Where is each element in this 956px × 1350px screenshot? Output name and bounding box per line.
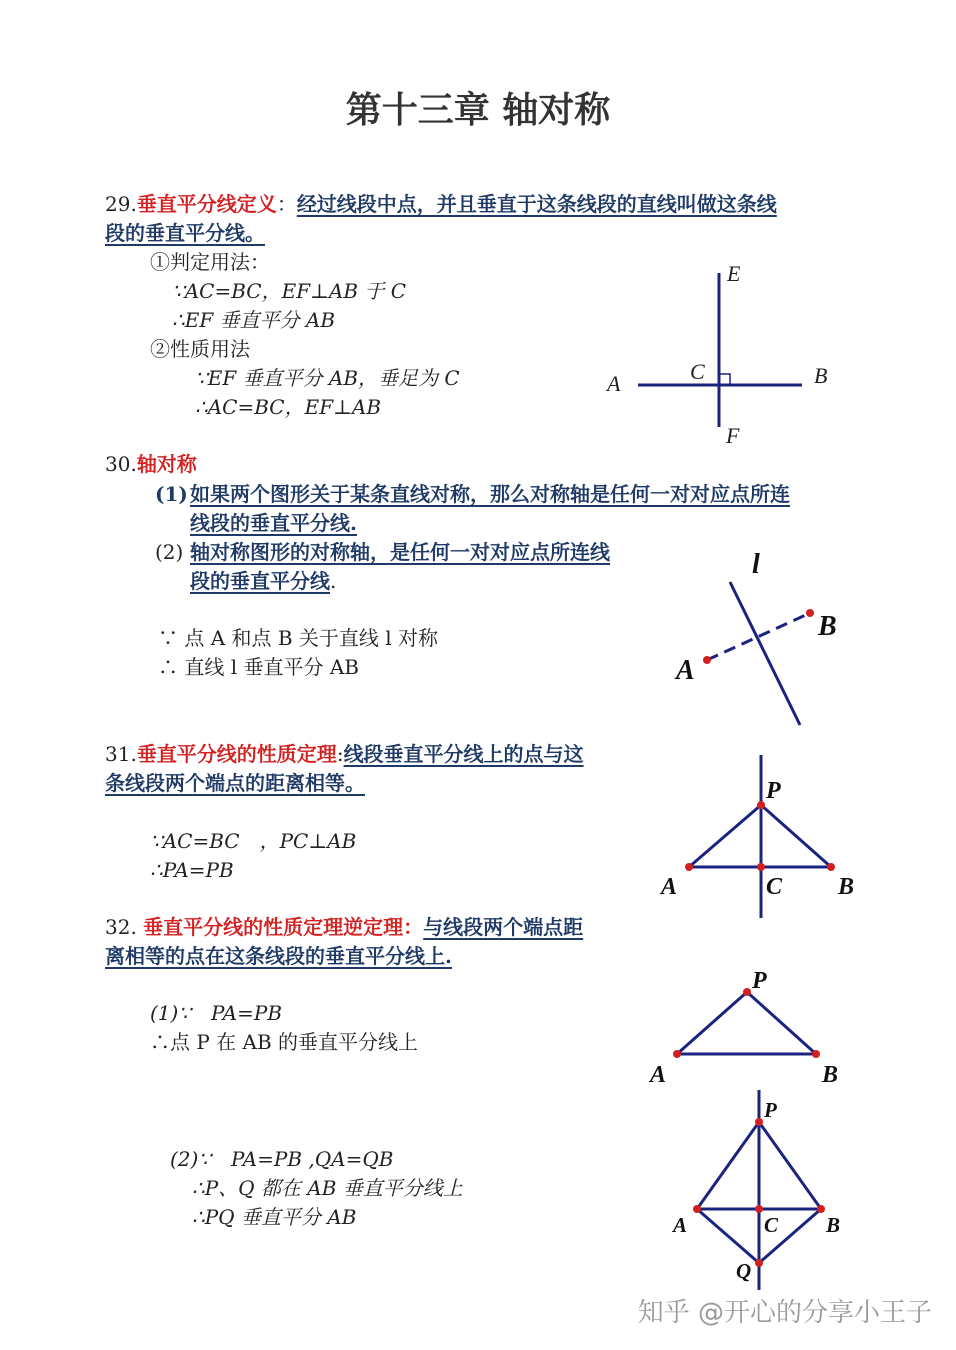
label-l: l [752,549,760,580]
point-b [817,1205,825,1213]
section-32-number: 32. [105,915,137,939]
label-b: B [838,874,855,900]
section-31-colon: : [336,742,344,766]
label-c: C [766,874,783,900]
label-e: E [727,261,741,286]
label-a: A [673,1213,688,1237]
point-a [703,656,711,664]
watermark: 知乎 @开心的分享小王子 [637,1298,932,1328]
point-b [827,863,835,871]
section-29-title: 垂直平分线定义 [136,192,277,216]
section-30-item-1-line2: 线段的垂直平分线. [190,511,357,535]
section-32-case-2-conclusion-1: ∴P、Q 都在 AB 垂直平分线上 [192,1176,463,1200]
point-q [755,1259,763,1267]
section-29-method-1: ①判定用法： [150,250,270,274]
section-30-item-2-line1: 轴对称图形的对称轴，是任何一对对应点所连线 [190,540,610,564]
section-29-method-1-given: ∵AC=BC，EF⊥AB 于 C [172,279,407,303]
point-a [673,1050,681,1058]
figure-30-axis-symmetry [660,540,860,740]
point-b [806,609,814,617]
segment-pa [689,805,761,867]
section-30-item-1-line1: 如果两个图形关于某条直线对称，那么对称轴是任何一对对应点所连 [190,482,790,506]
section-31-title: 垂直平分线的性质定理 [136,742,337,766]
segment-pa [677,992,747,1054]
segment-ab-dashed [707,613,810,660]
segment-pa [697,1122,759,1209]
section-30-reason: ∵ 点 A 和点 B 关于直线 l 对称 [158,626,439,650]
point-c [755,1205,763,1213]
section-31-conclusion: ∴PA=PB [150,858,234,882]
section-30-item-1-number: (1) [155,482,188,506]
label-p: P [766,778,781,804]
section-32-case-2-given: (2)∵ PA=PB ,QA=QB [170,1147,394,1171]
label-a: A [607,371,621,396]
label-c: C [690,359,705,384]
label-p: P [752,968,767,994]
section-31-heading [105,740,584,769]
section-31-given: ∵AC=BC ，PC⊥AB [150,829,357,853]
label-p: P [764,1098,777,1122]
label-b: B [818,611,837,642]
figure-32-isosceles-triangle [640,960,860,1090]
section-29-definition-line1: 经过线段中点，并且垂直于这条线段的直线叫做这条线 [296,192,777,216]
figure-29-perpendicular-bisector [590,255,850,455]
section-30-item-2-period: . [330,569,337,593]
point-a [693,1205,701,1213]
label-a: A [650,1062,667,1088]
section-29-method-2: ②性质用法 [150,337,250,361]
section-31-statement-line2: 条线段两个端点的距离相等。 [105,771,365,795]
right-angle-mark [719,374,730,385]
line-l [730,582,800,725]
label-b: B [822,1062,839,1088]
label-q: Q [736,1259,752,1283]
section-29-method-2-conclusion: ∴AC=BC，EF⊥AB [195,395,382,419]
section-30-item-2-number: (2) [155,540,184,564]
section-30-item-2-line2: 段的垂直平分线 [190,569,330,593]
section-30-conclusion: ∴ 直线 l 垂直平分 AB [158,655,359,679]
section-31-number: 31. [105,742,137,766]
section-29-definition-line2: 段的垂直平分线。 [105,221,265,245]
section-32-case-1-conclusion: ∴点 P 在 AB 的垂直平分线上 [150,1030,419,1054]
figure-31-triangle [650,750,870,925]
section-30-heading [105,450,197,479]
section-29-number: 29. [105,192,137,216]
label-b: B [814,363,828,388]
section-32-case-2-conclusion-2: ∴PQ 垂直平分 AB [192,1205,357,1229]
section-32-case-1-given: (1)∵ PA=PB [150,1001,283,1025]
point-p [757,801,765,809]
section-29-heading [105,190,777,219]
label-a: A [661,874,678,900]
segment-qa [697,1209,759,1263]
section-29-method-2-given: ∵EF 垂直平分 AB，垂足为 C [195,366,460,390]
section-30-title: 轴对称 [136,452,197,476]
section-32-statement-line1: 与线段两个端点距 [423,915,584,939]
segment-pb [761,805,831,867]
section-29-method-1-conclusion: ∴EF 垂直平分 AB [172,308,336,332]
label-c: C [764,1213,779,1237]
section-31-statement-line1: 线段垂直平分线上的点与这 [343,742,584,766]
section-32-title: 垂直平分线的性质定理逆定理： [143,915,424,939]
figure-32-kite [660,1085,860,1295]
label-a: A [676,655,695,686]
section-30-number: 30. [105,452,137,476]
point-p [755,1118,763,1126]
section-32-statement-line2: 离相等的点在这条线段的垂直平分线上. [105,944,452,968]
point-b [812,1050,820,1058]
point-a [685,863,693,871]
point-c [757,863,765,871]
section-32-heading [105,913,583,942]
segment-pb [747,992,816,1054]
page-title: 第十三章 轴对称 [345,90,611,131]
label-f: F [726,423,740,448]
segment-pb [759,1122,821,1209]
point-p [743,988,751,996]
section-29-colon: ： [276,192,297,216]
label-b: B [826,1213,841,1237]
